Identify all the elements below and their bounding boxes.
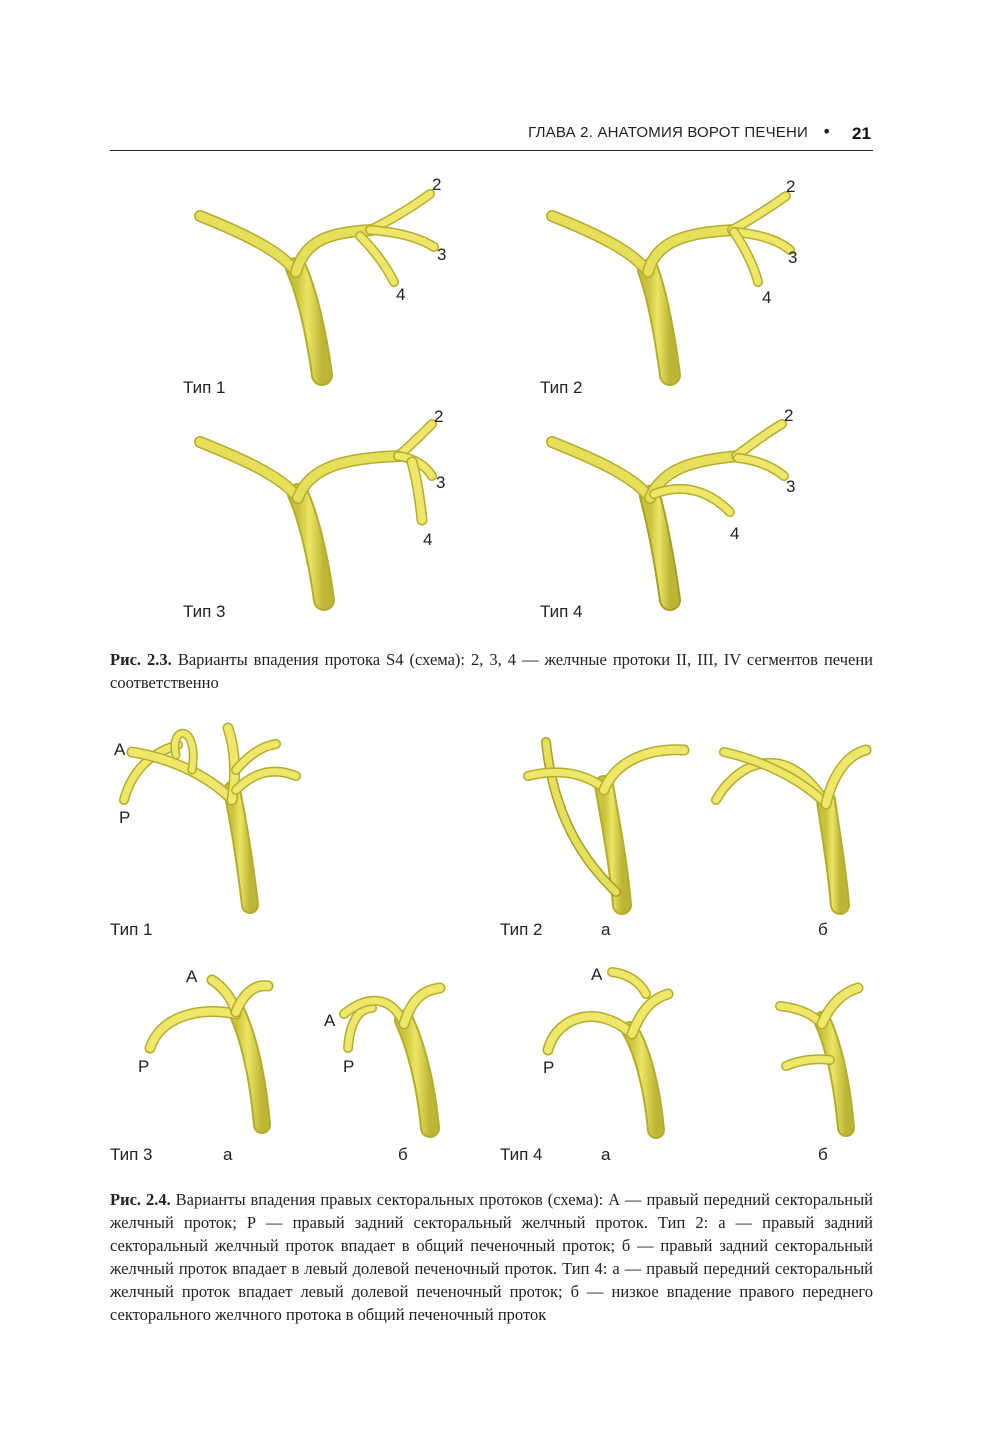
fig24-type1-label-A: А (114, 740, 126, 759)
fig24-type2-caption: Тип 2 (500, 920, 543, 939)
header-bullet: • (822, 122, 832, 141)
figure-2-3 (0, 160, 1000, 630)
duct-right-anterior-A (132, 752, 232, 800)
fig23-tree-type4 (552, 424, 784, 600)
fig23-type1-caption: Тип 1 (183, 378, 226, 397)
fig24-type1-label-P: Р (119, 808, 131, 827)
fig24-type4-sub-b: б (818, 1145, 828, 1164)
fig24-type3b-label-A: А (324, 1011, 336, 1030)
fig23-type3-label-3: 3 (436, 473, 446, 492)
fig24-tree-type4b (780, 988, 858, 1128)
fig24-type4-caption: Тип 4 (500, 1145, 543, 1164)
fig23-type1-label-2: 2 (432, 175, 442, 194)
fig24-tree-type2a (528, 742, 684, 905)
fig23-type4-caption: Тип 4 (540, 602, 583, 621)
figure-2-3-caption-label: Рис. 2.3. (110, 650, 172, 669)
fig23-type1-label-4: 4 (396, 285, 406, 304)
header-rule (110, 150, 873, 151)
fig24-type2-sub-a: а (601, 920, 611, 939)
fig24-type1-caption: Тип 1 (110, 920, 153, 939)
fig24-tree-type4a (548, 972, 668, 1130)
fig23-tree-type3 (200, 424, 432, 600)
fig24-type3b-label-P: Р (343, 1057, 355, 1076)
figure-2-4 (0, 715, 1000, 1175)
fig24-type4-sub-a: а (601, 1145, 611, 1164)
figure-2-4-caption-text: Варианты впадения правых секторальных протоков (схема): А — правый передний секторальный желчный проток; Р — правый задний секторальный желчный проток. Тип 2: а — правый задний секторальный желчный проток впадает в общий печеночный проток; б — правый задний секторальный желчный проток впадает в левый долевой печеночный проток. Тип 4: а — правый передний секторальный желчный проток впадает левый долевой печеночный проток; б — низкое впадение правого переднего секторального желчного протока в общий печеночный проток (110, 1190, 873, 1324)
fig24-type3-sub-a: а (223, 1145, 233, 1164)
fig23-type4-label-3: 3 (786, 477, 796, 496)
fig24-type3a-label-A: А (186, 967, 198, 986)
fig24-type3a-label-P: Р (138, 1057, 150, 1076)
fig24-type4a-label-P: Р (543, 1058, 555, 1077)
fig24-tree-type1 (124, 728, 296, 905)
fig24-type4a-label-A: А (591, 965, 603, 984)
fig23-type1-label-3: 3 (437, 245, 447, 264)
fig23-type2-caption: Тип 2 (540, 378, 583, 397)
fig24-type2-sub-b: б (818, 920, 828, 939)
fig23-type3-caption: Тип 3 (183, 602, 226, 621)
fig24-type3-sub-b: б (398, 1145, 408, 1164)
figure-2-3-caption-text: Варианты впадения протока S4 (схема): 2, 3, 4 — желчные протоки II, III, IV сегментов печени соответственно (110, 650, 873, 692)
fig24-type3-caption: Тип 3 (110, 1145, 153, 1164)
fig23-type4-label-2: 2 (784, 406, 794, 425)
fig23-type4-label-4: 4 (730, 524, 740, 543)
fig24-tree-type3a (150, 980, 268, 1125)
fig24-tree-type3b (344, 988, 440, 1128)
figure-2-3-caption (110, 648, 873, 694)
fig23-type2-label-4: 4 (762, 288, 772, 307)
fig23-type3-label-2: 2 (434, 407, 444, 426)
figure-2-4-caption (110, 1188, 873, 1326)
fig23-tree-type2 (552, 196, 790, 375)
fig23-type2-label-3: 3 (788, 248, 798, 267)
page-number: 21 (852, 124, 871, 143)
fig24-tree-type2b (716, 750, 866, 905)
running-header-chapter: ГЛАВА 2. АНАТОМИЯ ВОРОТ ПЕЧЕНИ (528, 124, 808, 141)
fig23-type3-label-4: 4 (423, 530, 433, 549)
figure-2-4-caption-label: Рис. 2.4. (110, 1190, 171, 1209)
fig23-type2-label-2: 2 (786, 177, 796, 196)
